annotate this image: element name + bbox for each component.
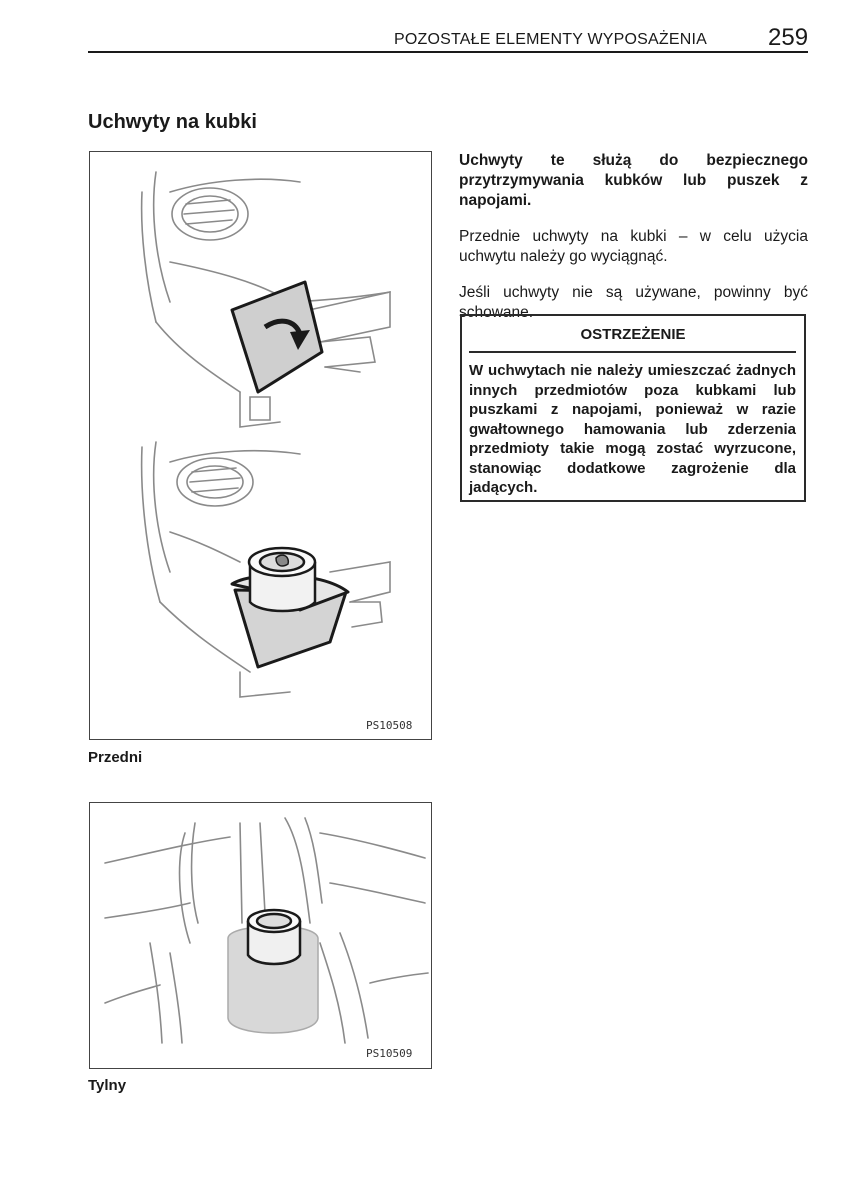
warning-rule xyxy=(469,351,796,353)
rear-cup-holder-drawing xyxy=(90,803,431,1068)
front-cup-holder-illustration xyxy=(89,151,432,740)
front-cup-holder-drawing xyxy=(90,152,431,739)
running-header: POZOSTAŁE ELEMENTY WYPOSAŻENIA xyxy=(394,31,708,48)
front-holder-paragraph: Przednie uchwyty na kubki – w celu użycia uchwytu należy go wyciągnąć. xyxy=(459,228,808,265)
figure-code-front: PS10508 xyxy=(366,719,413,732)
intro-paragraph: Uchwyty te służą do bezpiecznego przytrzymywania kubków lub puszek z napojami. xyxy=(459,152,808,209)
warning-box xyxy=(460,314,806,502)
section-title: Uchwyty na kubki xyxy=(88,111,257,133)
header-rule xyxy=(88,51,808,53)
warning-title: OSTRZEŻENIE xyxy=(580,326,686,343)
caption-rear: Tylny xyxy=(88,1077,127,1094)
body-text-column xyxy=(459,151,808,339)
unused-holder-paragraph: Jeśli uchwyty nie są używane, powinny być schowane. xyxy=(459,284,808,321)
warning-text: W uchwytach nie należy umieszczać żadnych innych przedmiotów poza kubkami lub puszkami z napojami, ponieważ w razie gwałtownego hamowania lub zderzenia przedmioty takie mogą zostać wyrzucone, stanowiąc dodatkowe zagrożenie dla jadących. xyxy=(469,362,796,496)
caption-front: Przedni xyxy=(88,749,143,766)
rear-cup-holder-illustration xyxy=(89,802,432,1069)
page-number: 259 xyxy=(768,24,809,51)
figure-code-rear: PS10509 xyxy=(366,1047,413,1060)
